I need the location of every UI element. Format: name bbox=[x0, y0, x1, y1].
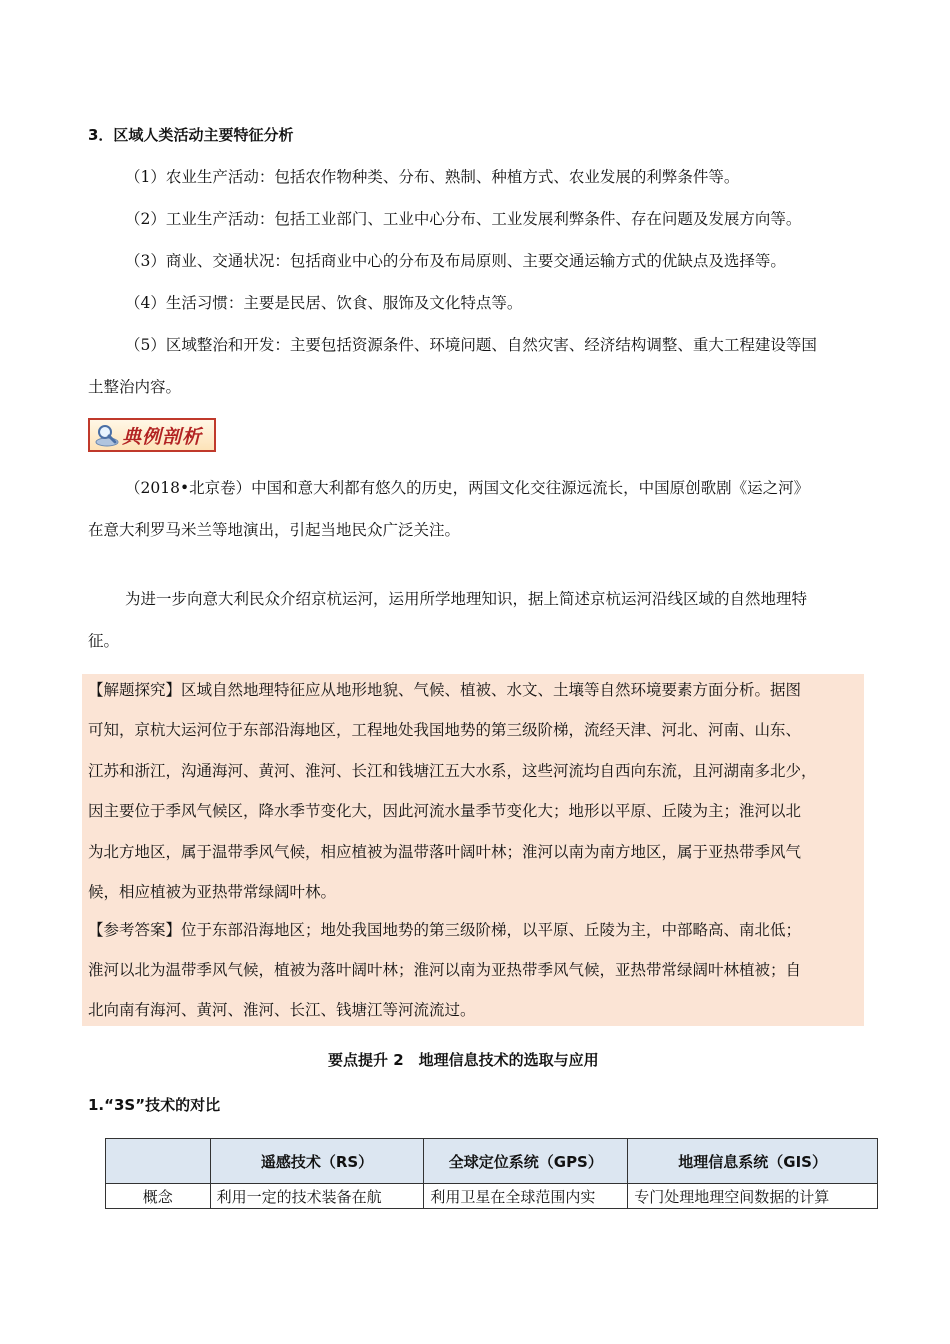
analysis-line-4: 因主要位于季风气候区，降水季节变化大，因此河流水量季节变化大；地形以平原、丘陵为主；淮河以北 bbox=[88, 802, 802, 820]
table-header-cell bbox=[106, 1139, 211, 1184]
answer-line-3: 北向南有海河、黄河、淮河、长江、钱塘江等河流流过。 bbox=[88, 1001, 476, 1019]
section-item-5-cont: 土整治内容。 bbox=[88, 378, 182, 396]
keypoint-subtitle: 1.“3S”技术的对比 bbox=[88, 1096, 221, 1114]
table-header-cell: 全球定位系统（GPS） bbox=[424, 1139, 628, 1184]
keypoint-title: 要点提升 2 地理信息技术的选取与应用 bbox=[328, 1051, 599, 1069]
table-cell: 利用卫星在全球范围内实 bbox=[424, 1184, 628, 1209]
section-item-1: （1）农业生产活动：包括农作物种类、分布、熟制、种植方式、农业发展的利弊条件等。 bbox=[125, 168, 740, 186]
analysis-line-3: 江苏和浙江，沟通海河、黄河、淮河、长江和钱塘江五大水系，这些河流均自西向东流，且河湖南多北少， bbox=[88, 762, 817, 780]
section-item-4: （4）生活习惯：主要是民居、饮食、服饰及文化特点等。 bbox=[125, 294, 523, 312]
question-line-1: 为进一步向意大利民众介绍京杭运河，运用所学地理知识，据上简述京杭运河沿线区域的自然地理特 bbox=[125, 590, 808, 608]
section-title: 3．区域人类活动主要特征分析 bbox=[88, 126, 294, 144]
analysis-line-6: 候，相应植被为亚热带常绿阔叶林。 bbox=[88, 883, 337, 901]
table-row bbox=[106, 1184, 878, 1209]
analysis-line-1: 【解题探究】区域自然地理特征应从地形地貌、气候、植被、水文、土壤等自然环境要素方面分析。据图 bbox=[88, 681, 802, 699]
magnifier-icon bbox=[94, 422, 120, 448]
typical-example-badge bbox=[88, 418, 216, 452]
question-line-2: 征。 bbox=[88, 632, 120, 650]
table-cell: 概念 bbox=[106, 1184, 211, 1209]
comparison-table bbox=[105, 1138, 878, 1209]
section-item-3: （3）商业、交通状况：包括商业中心的分布及布局原则、主要交通运输方式的优缺点及选择等。 bbox=[125, 252, 786, 270]
answer-line-1: 【参考答案】位于东部沿海地区；地处我国地势的第三级阶梯，以平原、丘陵为主，中部略高、南北低； bbox=[88, 921, 802, 939]
answer-line-2: 淮河以北为温带季风气候，植被为落叶阔叶林；淮河以南为亚热带季风气候，亚热带常绿阔叶林植被；自 bbox=[88, 961, 802, 979]
badge-label: 典例剖析 bbox=[122, 425, 203, 448]
table-cell: 利用一定的技术装备在航 bbox=[210, 1184, 424, 1209]
table-cell: 专门处理地理空间数据的计算 bbox=[628, 1184, 878, 1209]
example-intro-line-2: 在意大利罗马米兰等地演出，引起当地民众广泛关注。 bbox=[88, 521, 461, 539]
analysis-line-2: 可知，京杭大运河位于东部沿海地区，工程地处我国地势的第三级阶梯，流经天津、河北、河南、山东、 bbox=[88, 721, 802, 739]
table-header-cell: 遥感技术（RS） bbox=[210, 1139, 424, 1184]
table-header-row bbox=[106, 1139, 878, 1184]
example-intro-line-1: （2018•北京卷）中国和意大利都有悠久的历史，两国文化交往源远流长，中国原创歌剧《运之河》 bbox=[125, 479, 810, 497]
table-header-cell: 地理信息系统（GIS） bbox=[628, 1139, 878, 1184]
section-item-5: （5）区域整治和开发：主要包括资源条件、环境问题、自然灾害、经济结构调整、重大工程建设等国 bbox=[125, 336, 817, 354]
section-item-2: （2）工业生产活动：包括工业部门、工业中心分布、工业发展利弊条件、存在问题及发展方向等。 bbox=[125, 210, 802, 228]
analysis-line-5: 为北方地区，属于温带季风气候，相应植被为温带落叶阔叶林；淮河以南为南方地区，属于亚热带季风气 bbox=[88, 843, 802, 861]
